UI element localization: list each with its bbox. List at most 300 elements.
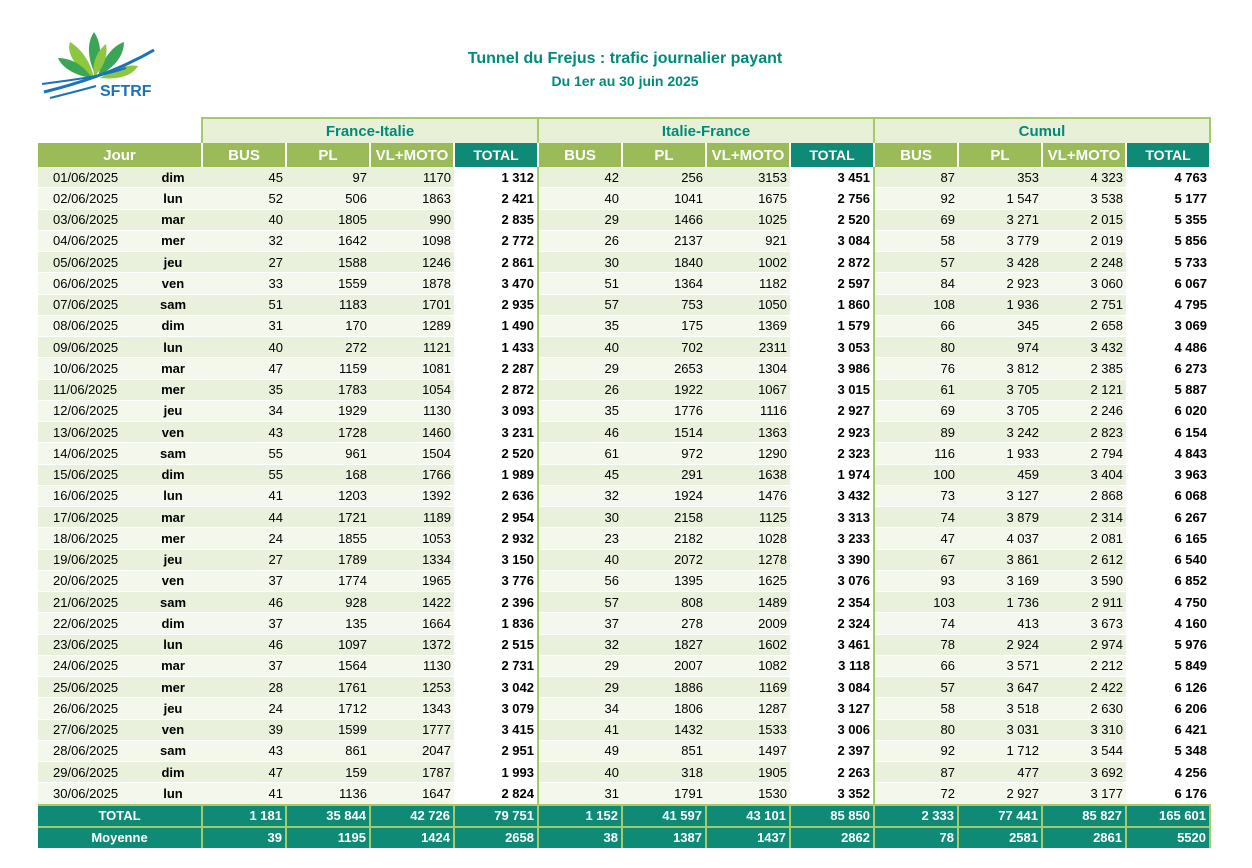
total-value-cell: 2 597 — [790, 273, 874, 294]
value-cell: 1878 — [370, 273, 454, 294]
value-cell: 1514 — [622, 422, 706, 443]
table-row — [38, 337, 1210, 358]
weekday-cell: dim — [144, 762, 202, 783]
total-value-cell: 3 076 — [790, 570, 874, 591]
value-cell: 26 — [538, 230, 622, 251]
value-cell: 1028 — [706, 528, 790, 549]
value-cell: 3 673 — [1042, 613, 1126, 634]
total-value-cell: 2 263 — [790, 762, 874, 783]
total-value-cell: 2 824 — [454, 783, 538, 805]
value-cell: 3 538 — [1042, 188, 1126, 209]
value-cell: 1395 — [622, 570, 706, 591]
value-cell: 55 — [202, 443, 286, 464]
total-value-cell: 6 852 — [1126, 570, 1210, 591]
total-cell: 1 181 — [202, 805, 286, 827]
value-cell: 26 — [538, 379, 622, 400]
total-value-cell: 2 954 — [454, 507, 538, 528]
value-cell: 1289 — [370, 315, 454, 336]
value-cell: 974 — [958, 337, 1042, 358]
table-row — [38, 422, 1210, 443]
total-value-cell: 5 355 — [1126, 209, 1210, 230]
table-row — [38, 400, 1210, 421]
average-cell: 2862 — [790, 827, 874, 848]
value-cell: 40 — [538, 549, 622, 570]
total-value-cell: 1 836 — [454, 613, 538, 634]
weekday-cell: mer — [144, 379, 202, 400]
total-value-cell: 1 490 — [454, 315, 538, 336]
date-cell: 17/06/2025 — [38, 507, 144, 528]
value-cell: 1170 — [370, 167, 454, 188]
weekday-cell: dim — [144, 613, 202, 634]
weekday-cell: mer — [144, 528, 202, 549]
page-title: Tunnel du Frejus : trafic journalier payant — [467, 50, 783, 67]
value-cell: 49 — [538, 740, 622, 761]
total-value-cell: 1 989 — [454, 464, 538, 485]
total-value-cell: 5 856 — [1126, 230, 1210, 251]
value-cell: 2653 — [622, 358, 706, 379]
value-cell: 32 — [538, 634, 622, 655]
header-vl-moto: VL+MOTO — [706, 143, 790, 167]
date-cell: 21/06/2025 — [38, 592, 144, 613]
value-cell: 1840 — [622, 252, 706, 273]
total-value-cell: 3 352 — [790, 783, 874, 805]
value-cell: 1805 — [286, 209, 370, 230]
total-value-cell: 3 432 — [790, 485, 874, 506]
group-cumul: Cumul — [874, 118, 1210, 143]
total-value-cell: 2 421 — [454, 188, 538, 209]
value-cell: 1675 — [706, 188, 790, 209]
value-cell: 1855 — [286, 528, 370, 549]
value-cell: 1588 — [286, 252, 370, 273]
value-cell: 2 121 — [1042, 379, 1126, 400]
total-value-cell: 3 390 — [790, 549, 874, 570]
table-row — [38, 443, 1210, 464]
value-cell: 57 — [538, 592, 622, 613]
value-cell: 921 — [706, 230, 790, 251]
date-cell: 10/06/2025 — [38, 358, 144, 379]
value-cell: 61 — [874, 379, 958, 400]
total-value-cell: 6 126 — [1126, 677, 1210, 698]
value-cell: 116 — [874, 443, 958, 464]
value-cell: 67 — [874, 549, 958, 570]
value-cell: 2 248 — [1042, 252, 1126, 273]
total-value-cell: 3 079 — [454, 698, 538, 719]
value-cell: 1097 — [286, 634, 370, 655]
total-value-cell: 3 231 — [454, 422, 538, 443]
value-cell: 1121 — [370, 337, 454, 358]
value-cell: 87 — [874, 762, 958, 783]
value-cell: 37 — [202, 613, 286, 634]
value-cell: 2 923 — [958, 273, 1042, 294]
value-cell: 3 404 — [1042, 464, 1126, 485]
date-cell: 30/06/2025 — [38, 783, 144, 805]
value-cell: 80 — [874, 337, 958, 358]
value-cell: 3 544 — [1042, 740, 1126, 761]
value-cell: 3 518 — [958, 698, 1042, 719]
value-cell: 1625 — [706, 570, 790, 591]
value-cell: 46 — [538, 422, 622, 443]
value-cell: 1182 — [706, 273, 790, 294]
value-cell: 808 — [622, 592, 706, 613]
value-cell: 37 — [202, 655, 286, 676]
value-cell: 1098 — [370, 230, 454, 251]
value-cell: 3 590 — [1042, 570, 1126, 591]
total-value-cell: 3 015 — [790, 379, 874, 400]
value-cell: 108 — [874, 294, 958, 315]
value-cell: 47 — [874, 528, 958, 549]
value-cell: 69 — [874, 400, 958, 421]
value-cell: 1905 — [706, 762, 790, 783]
value-cell: 74 — [874, 507, 958, 528]
total-cell: 2 333 — [874, 805, 958, 827]
value-cell: 45 — [202, 167, 286, 188]
value-cell: 51 — [202, 294, 286, 315]
total-cell: 43 101 — [706, 805, 790, 827]
value-cell: 2047 — [370, 740, 454, 761]
value-cell: 34 — [538, 698, 622, 719]
header-jour: Jour — [38, 143, 202, 167]
average-cell: 1437 — [706, 827, 790, 848]
average-row — [38, 827, 1210, 848]
total-value-cell: 3 415 — [454, 719, 538, 740]
value-cell: 40 — [202, 209, 286, 230]
value-cell: 40 — [538, 337, 622, 358]
average-cell: 2581 — [958, 827, 1042, 848]
header-vl-moto: VL+MOTO — [370, 143, 454, 167]
total-value-cell: 2 872 — [454, 379, 538, 400]
traffic-table — [38, 117, 1211, 848]
total-value-cell: 3 069 — [1126, 315, 1210, 336]
weekday-cell: dim — [144, 464, 202, 485]
total-cell: 79 751 — [454, 805, 538, 827]
total-value-cell: 2 935 — [454, 294, 538, 315]
value-cell: 1183 — [286, 294, 370, 315]
date-cell: 28/06/2025 — [38, 740, 144, 761]
total-value-cell: 6 540 — [1126, 549, 1210, 570]
value-cell: 2 868 — [1042, 485, 1126, 506]
total-value-cell: 2 731 — [454, 655, 538, 676]
value-cell: 1599 — [286, 719, 370, 740]
total-value-cell: 3 776 — [454, 570, 538, 591]
header-total: TOTAL — [790, 143, 874, 167]
table-row — [38, 188, 1210, 209]
value-cell: 1886 — [622, 677, 706, 698]
value-cell: 1564 — [286, 655, 370, 676]
value-cell: 3 692 — [1042, 762, 1126, 783]
header-total: TOTAL — [454, 143, 538, 167]
value-cell: 51 — [538, 273, 622, 294]
header-bus: BUS — [874, 143, 958, 167]
sftrf-logo — [36, 24, 166, 102]
value-cell: 41 — [202, 485, 286, 506]
average-cell: 1424 — [370, 827, 454, 848]
value-cell: 1 933 — [958, 443, 1042, 464]
total-value-cell: 3 451 — [790, 167, 874, 188]
value-cell: 1025 — [706, 209, 790, 230]
value-cell: 928 — [286, 592, 370, 613]
total-value-cell: 1 993 — [454, 762, 538, 783]
value-cell: 972 — [622, 443, 706, 464]
total-value-cell: 2 520 — [790, 209, 874, 230]
date-cell: 23/06/2025 — [38, 634, 144, 655]
value-cell: 1053 — [370, 528, 454, 549]
value-cell: 1246 — [370, 252, 454, 273]
value-cell: 2072 — [622, 549, 706, 570]
value-cell: 1081 — [370, 358, 454, 379]
value-cell: 27 — [202, 549, 286, 570]
weekday-cell: ven — [144, 273, 202, 294]
value-cell: 353 — [958, 167, 1042, 188]
total-value-cell: 2 323 — [790, 443, 874, 464]
value-cell: 2 927 — [958, 783, 1042, 805]
value-cell: 3 571 — [958, 655, 1042, 676]
value-cell: 2009 — [706, 613, 790, 634]
value-cell: 103 — [874, 592, 958, 613]
total-value-cell: 1 433 — [454, 337, 538, 358]
value-cell: 3 861 — [958, 549, 1042, 570]
total-value-cell: 4 843 — [1126, 443, 1210, 464]
total-value-cell: 3 986 — [790, 358, 874, 379]
value-cell: 1787 — [370, 762, 454, 783]
table-row — [38, 592, 1210, 613]
value-cell: 23 — [538, 528, 622, 549]
value-cell: 2 658 — [1042, 315, 1126, 336]
value-cell: 33 — [202, 273, 286, 294]
weekday-cell: mer — [144, 677, 202, 698]
weekday-cell: dim — [144, 315, 202, 336]
date-cell: 24/06/2025 — [38, 655, 144, 676]
average-label: Moyenne — [38, 827, 202, 848]
table-row — [38, 294, 1210, 315]
table-row — [38, 528, 1210, 549]
value-cell: 2 422 — [1042, 677, 1126, 698]
value-cell: 1774 — [286, 570, 370, 591]
value-cell: 1497 — [706, 740, 790, 761]
value-cell: 3 177 — [1042, 783, 1126, 805]
value-cell: 73 — [874, 485, 958, 506]
value-cell: 44 — [202, 507, 286, 528]
value-cell: 1530 — [706, 783, 790, 805]
value-cell: 30 — [538, 507, 622, 528]
value-cell: 851 — [622, 740, 706, 761]
weekday-cell: lun — [144, 783, 202, 805]
value-cell: 3 647 — [958, 677, 1042, 698]
average-cell: 39 — [202, 827, 286, 848]
value-cell: 1290 — [706, 443, 790, 464]
value-cell: 3 879 — [958, 507, 1042, 528]
total-cell: 165 601 — [1126, 805, 1210, 827]
total-value-cell: 5 348 — [1126, 740, 1210, 761]
total-value-cell: 6 165 — [1126, 528, 1210, 549]
value-cell: 3 432 — [1042, 337, 1126, 358]
weekday-cell: lun — [144, 634, 202, 655]
value-cell: 990 — [370, 209, 454, 230]
weekday-cell: mar — [144, 358, 202, 379]
value-cell: 1863 — [370, 188, 454, 209]
weekday-cell: mar — [144, 209, 202, 230]
date-cell: 03/06/2025 — [38, 209, 144, 230]
total-value-cell: 3 127 — [790, 698, 874, 719]
total-value-cell: 2 927 — [790, 400, 874, 421]
value-cell: 66 — [874, 655, 958, 676]
total-value-cell: 1 860 — [790, 294, 874, 315]
value-cell: 2 019 — [1042, 230, 1126, 251]
total-value-cell: 2 861 — [454, 252, 538, 273]
total-value-cell: 2 515 — [454, 634, 538, 655]
value-cell: 1460 — [370, 422, 454, 443]
header-bus: BUS — [202, 143, 286, 167]
value-cell: 1432 — [622, 719, 706, 740]
value-cell: 1002 — [706, 252, 790, 273]
table-row — [38, 698, 1210, 719]
table-row — [38, 549, 1210, 570]
value-cell: 1777 — [370, 719, 454, 740]
value-cell: 3 310 — [1042, 719, 1126, 740]
table-row — [38, 783, 1210, 805]
total-value-cell: 4 763 — [1126, 167, 1210, 188]
total-value-cell: 3 053 — [790, 337, 874, 358]
table-row — [38, 167, 1210, 188]
table-row — [38, 762, 1210, 783]
table-row — [38, 230, 1210, 251]
value-cell: 256 — [622, 167, 706, 188]
value-cell: 40 — [538, 762, 622, 783]
value-cell: 1287 — [706, 698, 790, 719]
date-cell: 16/06/2025 — [38, 485, 144, 506]
total-value-cell: 2 932 — [454, 528, 538, 549]
total-value-cell: 2 872 — [790, 252, 874, 273]
value-cell: 35 — [538, 400, 622, 421]
value-cell: 1334 — [370, 549, 454, 570]
total-value-cell: 2 354 — [790, 592, 874, 613]
value-cell: 40 — [538, 188, 622, 209]
value-cell: 1533 — [706, 719, 790, 740]
value-cell: 1827 — [622, 634, 706, 655]
total-cell: 1 152 — [538, 805, 622, 827]
value-cell: 1721 — [286, 507, 370, 528]
value-cell: 1050 — [706, 294, 790, 315]
date-cell: 08/06/2025 — [38, 315, 144, 336]
total-value-cell: 3 006 — [790, 719, 874, 740]
value-cell: 1806 — [622, 698, 706, 719]
value-cell: 2 794 — [1042, 443, 1126, 464]
value-cell: 37 — [202, 570, 286, 591]
value-cell: 29 — [538, 655, 622, 676]
value-cell: 1647 — [370, 783, 454, 805]
header-vl-moto: VL+MOTO — [1042, 143, 1126, 167]
value-cell: 1363 — [706, 422, 790, 443]
value-cell: 1664 — [370, 613, 454, 634]
weekday-cell: mar — [144, 655, 202, 676]
value-cell: 1 547 — [958, 188, 1042, 209]
value-cell: 861 — [286, 740, 370, 761]
total-cell: 77 441 — [958, 805, 1042, 827]
table-row — [38, 507, 1210, 528]
value-cell: 80 — [874, 719, 958, 740]
value-cell: 1791 — [622, 783, 706, 805]
value-cell: 35 — [202, 379, 286, 400]
table-row — [38, 634, 1210, 655]
header-pl: PL — [286, 143, 370, 167]
total-value-cell: 5 976 — [1126, 634, 1210, 655]
group-italie-france: Italie-France — [538, 118, 874, 143]
value-cell: 87 — [874, 167, 958, 188]
date-cell: 06/06/2025 — [38, 273, 144, 294]
value-cell: 168 — [286, 464, 370, 485]
value-cell: 92 — [874, 188, 958, 209]
total-value-cell: 3 093 — [454, 400, 538, 421]
value-cell: 413 — [958, 613, 1042, 634]
value-cell: 1922 — [622, 379, 706, 400]
total-value-cell: 3 084 — [790, 230, 874, 251]
weekday-cell: jeu — [144, 549, 202, 570]
total-value-cell: 2 923 — [790, 422, 874, 443]
total-cell: 42 726 — [370, 805, 454, 827]
value-cell: 272 — [286, 337, 370, 358]
group-france-italie: France-Italie — [202, 118, 538, 143]
date-cell: 11/06/2025 — [38, 379, 144, 400]
value-cell: 29 — [538, 677, 622, 698]
table-row — [38, 209, 1210, 230]
value-cell: 1761 — [286, 677, 370, 698]
weekday-cell: mar — [144, 507, 202, 528]
table-row — [38, 677, 1210, 698]
value-cell: 1130 — [370, 655, 454, 676]
value-cell: 1776 — [622, 400, 706, 421]
total-value-cell: 2 397 — [790, 740, 874, 761]
value-cell: 40 — [202, 337, 286, 358]
value-cell: 170 — [286, 315, 370, 336]
value-cell: 29 — [538, 209, 622, 230]
total-cell: 41 597 — [622, 805, 706, 827]
value-cell: 1701 — [370, 294, 454, 315]
table-row — [38, 613, 1210, 634]
total-value-cell: 2 520 — [454, 443, 538, 464]
group-header-row — [38, 118, 1210, 143]
value-cell: 3 428 — [958, 252, 1042, 273]
total-label: TOTAL — [38, 805, 202, 827]
weekday-cell: dim — [144, 167, 202, 188]
value-cell: 3 705 — [958, 400, 1042, 421]
value-cell: 1082 — [706, 655, 790, 676]
value-cell: 1642 — [286, 230, 370, 251]
total-value-cell: 3 150 — [454, 549, 538, 570]
value-cell: 1783 — [286, 379, 370, 400]
total-value-cell: 5 849 — [1126, 655, 1210, 676]
value-cell: 41 — [538, 719, 622, 740]
total-value-cell: 6 176 — [1126, 783, 1210, 805]
value-cell: 56 — [538, 570, 622, 591]
total-value-cell: 3 118 — [790, 655, 874, 676]
value-cell: 57 — [874, 252, 958, 273]
value-cell: 41 — [202, 783, 286, 805]
value-cell: 2 385 — [1042, 358, 1126, 379]
value-cell: 31 — [202, 315, 286, 336]
value-cell: 477 — [958, 762, 1042, 783]
table-row — [38, 740, 1210, 761]
table-row — [38, 358, 1210, 379]
table-row — [38, 273, 1210, 294]
total-value-cell: 2 396 — [454, 592, 538, 613]
value-cell: 1067 — [706, 379, 790, 400]
total-row — [38, 805, 1210, 827]
total-value-cell: 3 470 — [454, 273, 538, 294]
value-cell: 3 127 — [958, 485, 1042, 506]
weekday-cell: lun — [144, 188, 202, 209]
date-cell: 14/06/2025 — [38, 443, 144, 464]
weekday-cell: jeu — [144, 698, 202, 719]
value-cell: 1 736 — [958, 592, 1042, 613]
